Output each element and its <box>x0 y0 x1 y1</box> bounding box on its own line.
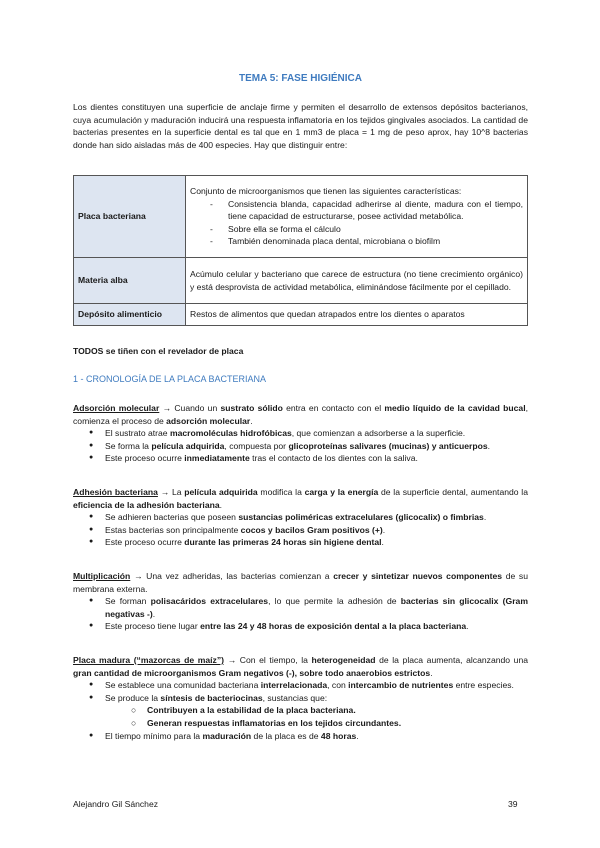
list-item: - Sobre ella se forma el cálculo <box>228 223 523 236</box>
bold-text: película adquirida <box>184 487 258 497</box>
text: . <box>219 499 223 510</box>
bold-text: cocos y bacilos Gram positivos (+) <box>240 524 383 535</box>
bold-text: macromoléculas hidrofóbicas <box>169 428 292 439</box>
list-item <box>105 427 528 440</box>
bacteriocinas-sublist <box>105 704 528 729</box>
footer-author: Alejandro Gil Sánchez <box>73 799 159 809</box>
bold-text: entre las 24 y 48 horas de exposición dental a la placa bacteriana <box>200 621 467 632</box>
intro-paragraph: Los dientes constituyen una superficie de anclaje firme y permiten el desarrollo de extensos depósitos bacterianos, cuya acumulación y maduración inducirá una respuesta inflamatoria en los tejidos gingivales asociados. La cantidad de bacterias presentes en la superficie dental es tal que en 1 mm3 de placa = 1 mg de peso aprox, hay 10^8 bacterias donde han sido aisladas más de 400 especies. Hay que distinguir entre: <box>73 102 528 150</box>
bold-text: inmediatamente <box>184 453 250 464</box>
text: . <box>483 512 487 523</box>
list-item <box>105 452 528 465</box>
bold-text: síntesis de bacteriocinas <box>160 692 263 703</box>
list-item: ○ Generan respuestas inflamatorias en los tejidos circundantes. <box>147 717 528 730</box>
text: , compuesta por <box>224 440 289 451</box>
table-row <box>74 258 528 304</box>
text: . <box>466 621 469 632</box>
bold-text: adsorción molecular <box>166 415 251 426</box>
list-item <box>105 679 528 692</box>
bold-text: 48 horas <box>320 730 357 741</box>
multiplicacion-paragraph <box>73 570 528 595</box>
madura-block <box>73 654 528 742</box>
bold-text: glicoproteínas salivares (mucinas) y anticuerpos <box>288 440 488 451</box>
bold-text: durante las primeras 24 horas sin higiene dental <box>184 537 382 548</box>
list-item: - Consistencia blanda, capacidad adherirse al diente, madura con el tiempo, tiene capacidad de estructurarse, posee actividad metabólica. <box>228 198 523 223</box>
multiplicacion-list <box>73 595 528 633</box>
text: entre especies. <box>453 680 514 691</box>
definitions-table <box>73 175 528 326</box>
todos-note: TODOS se tiñen con el revelador de placa <box>73 346 244 356</box>
text: . <box>250 415 253 426</box>
page-title: TEMA 5: FASE HIGIÉNICA <box>239 73 362 84</box>
multiplicacion-heading: Multiplicación <box>73 571 131 581</box>
bold-text: intercambio de nutrientes <box>348 680 454 691</box>
text: Este proceso ocurre <box>105 453 185 464</box>
table-cell-placa <box>186 176 528 258</box>
text: → La <box>157 487 185 497</box>
bold-text: gran cantidad de microorganismos Gram negativos (-), sobre todo anaerobios estrictos <box>73 667 431 678</box>
section-heading: 1 - CRONOLOGÍA DE LA PLACA BACTERIANA <box>73 374 267 384</box>
list-item <box>105 536 528 549</box>
text: de la placa aumenta, alcanzando una <box>375 655 529 665</box>
bold-text: interrelacionada <box>260 680 328 691</box>
text: , sustancias que: <box>262 692 328 703</box>
table-label-materia: Materia alba <box>74 258 186 304</box>
text: → Cuando un <box>159 403 221 413</box>
text: , comienza el proceso de <box>73 403 528 426</box>
bold-text: crecer y sintetizar nuevos componentes <box>333 571 503 581</box>
list-item <box>105 730 528 743</box>
text: Este proceso tiene lugar <box>105 621 201 632</box>
multiplicacion-block <box>73 570 528 633</box>
text: tras el contacto de los dientes con la saliva. <box>249 453 418 464</box>
text: . <box>487 440 490 451</box>
text: . <box>430 667 433 678</box>
text: modifica la <box>257 487 305 497</box>
list-item: ○ Contribuyen a la estabilidad de la placa bacteriana. <box>147 704 528 717</box>
bold-text: bacterias sin glicocalix (Gram negativas -) <box>105 596 528 619</box>
adhesion-paragraph <box>73 486 528 511</box>
text: Se forman <box>105 596 151 607</box>
text: de la superficie dental, aumentando la <box>378 487 528 497</box>
text: → Una vez adheridas, las bacterias comienzan a <box>130 571 334 581</box>
text: . <box>356 730 359 741</box>
adhesion-list <box>73 511 528 549</box>
text: entra en contacto con el <box>282 403 385 413</box>
text: Se establece una comunidad bacteriana <box>105 680 261 691</box>
list-item <box>105 511 528 524</box>
text: El tiempo mínimo para la <box>105 730 203 741</box>
bold-text: sustrato sólido <box>220 403 283 413</box>
table-label-deposito: Depósito alimenticio <box>74 304 186 326</box>
list-item <box>105 595 528 620</box>
text: Se produce la <box>105 692 161 703</box>
bold-text: heterogeneidad <box>311 655 376 665</box>
table-label-placa: Placa bacteriana <box>74 176 186 258</box>
text: Se adhieren bacterias que poseen <box>105 512 239 523</box>
bold-text: maduración <box>202 730 252 741</box>
bold-text: polisacáridos extracelulares <box>150 596 269 607</box>
list-item <box>105 524 528 537</box>
text: El sustrato atrae <box>105 428 170 439</box>
text: , que comienzan a adsorberse a la superficie. <box>291 428 466 439</box>
text: . <box>152 608 156 619</box>
bold-text: película adquirida <box>151 440 225 451</box>
text: . <box>381 537 384 548</box>
text: de su membrana externa. <box>73 571 528 594</box>
placa-list <box>190 198 523 248</box>
text: de la placa es de <box>251 730 321 741</box>
bold-text: medio líquido de la cavidad bucal <box>384 403 526 413</box>
madura-paragraph <box>73 654 528 679</box>
adsorcion-paragraph <box>73 402 528 427</box>
table-row <box>74 176 528 258</box>
table-cell-deposito: Restos de alimentos que quedan atrapados entre los dientes o aparatos <box>186 304 528 326</box>
text: . <box>382 524 386 535</box>
list-item <box>105 620 528 633</box>
adsorcion-block <box>73 402 528 465</box>
text: Estas bacterias son principalmente <box>105 524 241 535</box>
table-cell-materia: Acúmulo celular y bacteriano que carece de estructura (no tiene crecimiento orgánico) y está desprovista de actividad metabólica, eliminándose fácilmente por el cepillado. <box>186 258 528 304</box>
bold-text: sustancias poliméricas extracelulares (glicocalix) o fimbrias <box>238 512 484 523</box>
text: , lo que permite la adhesión de <box>268 596 401 607</box>
list-item <box>105 692 528 730</box>
adhesion-heading: Adhesión bacteriana <box>73 487 158 497</box>
list-item <box>105 440 528 453</box>
list-item: - También denominada placa dental, microbiana o biofilm <box>228 235 523 248</box>
madura-heading: Placa madura (“mazorcas de maíz”) <box>73 655 224 665</box>
text: Este proceso ocurre <box>105 537 185 548</box>
text: , con <box>327 680 349 691</box>
adsorcion-heading: Adsorción molecular <box>73 403 160 413</box>
bold-text: eficiencia de la adhesión bacteriana <box>73 499 220 510</box>
bold-text: carga y la energía <box>304 487 379 497</box>
adsorcion-list <box>73 427 528 465</box>
placa-description: Conjunto de microorganismos que tienen las siguientes características: <box>190 186 462 197</box>
madura-list <box>73 679 528 742</box>
table-row <box>74 304 528 326</box>
text: Se forma la <box>105 440 152 451</box>
text: → Con el tiempo, la <box>224 655 312 665</box>
page <box>73 0 528 848</box>
page-number: 39 <box>508 799 518 809</box>
adhesion-block <box>73 486 528 549</box>
